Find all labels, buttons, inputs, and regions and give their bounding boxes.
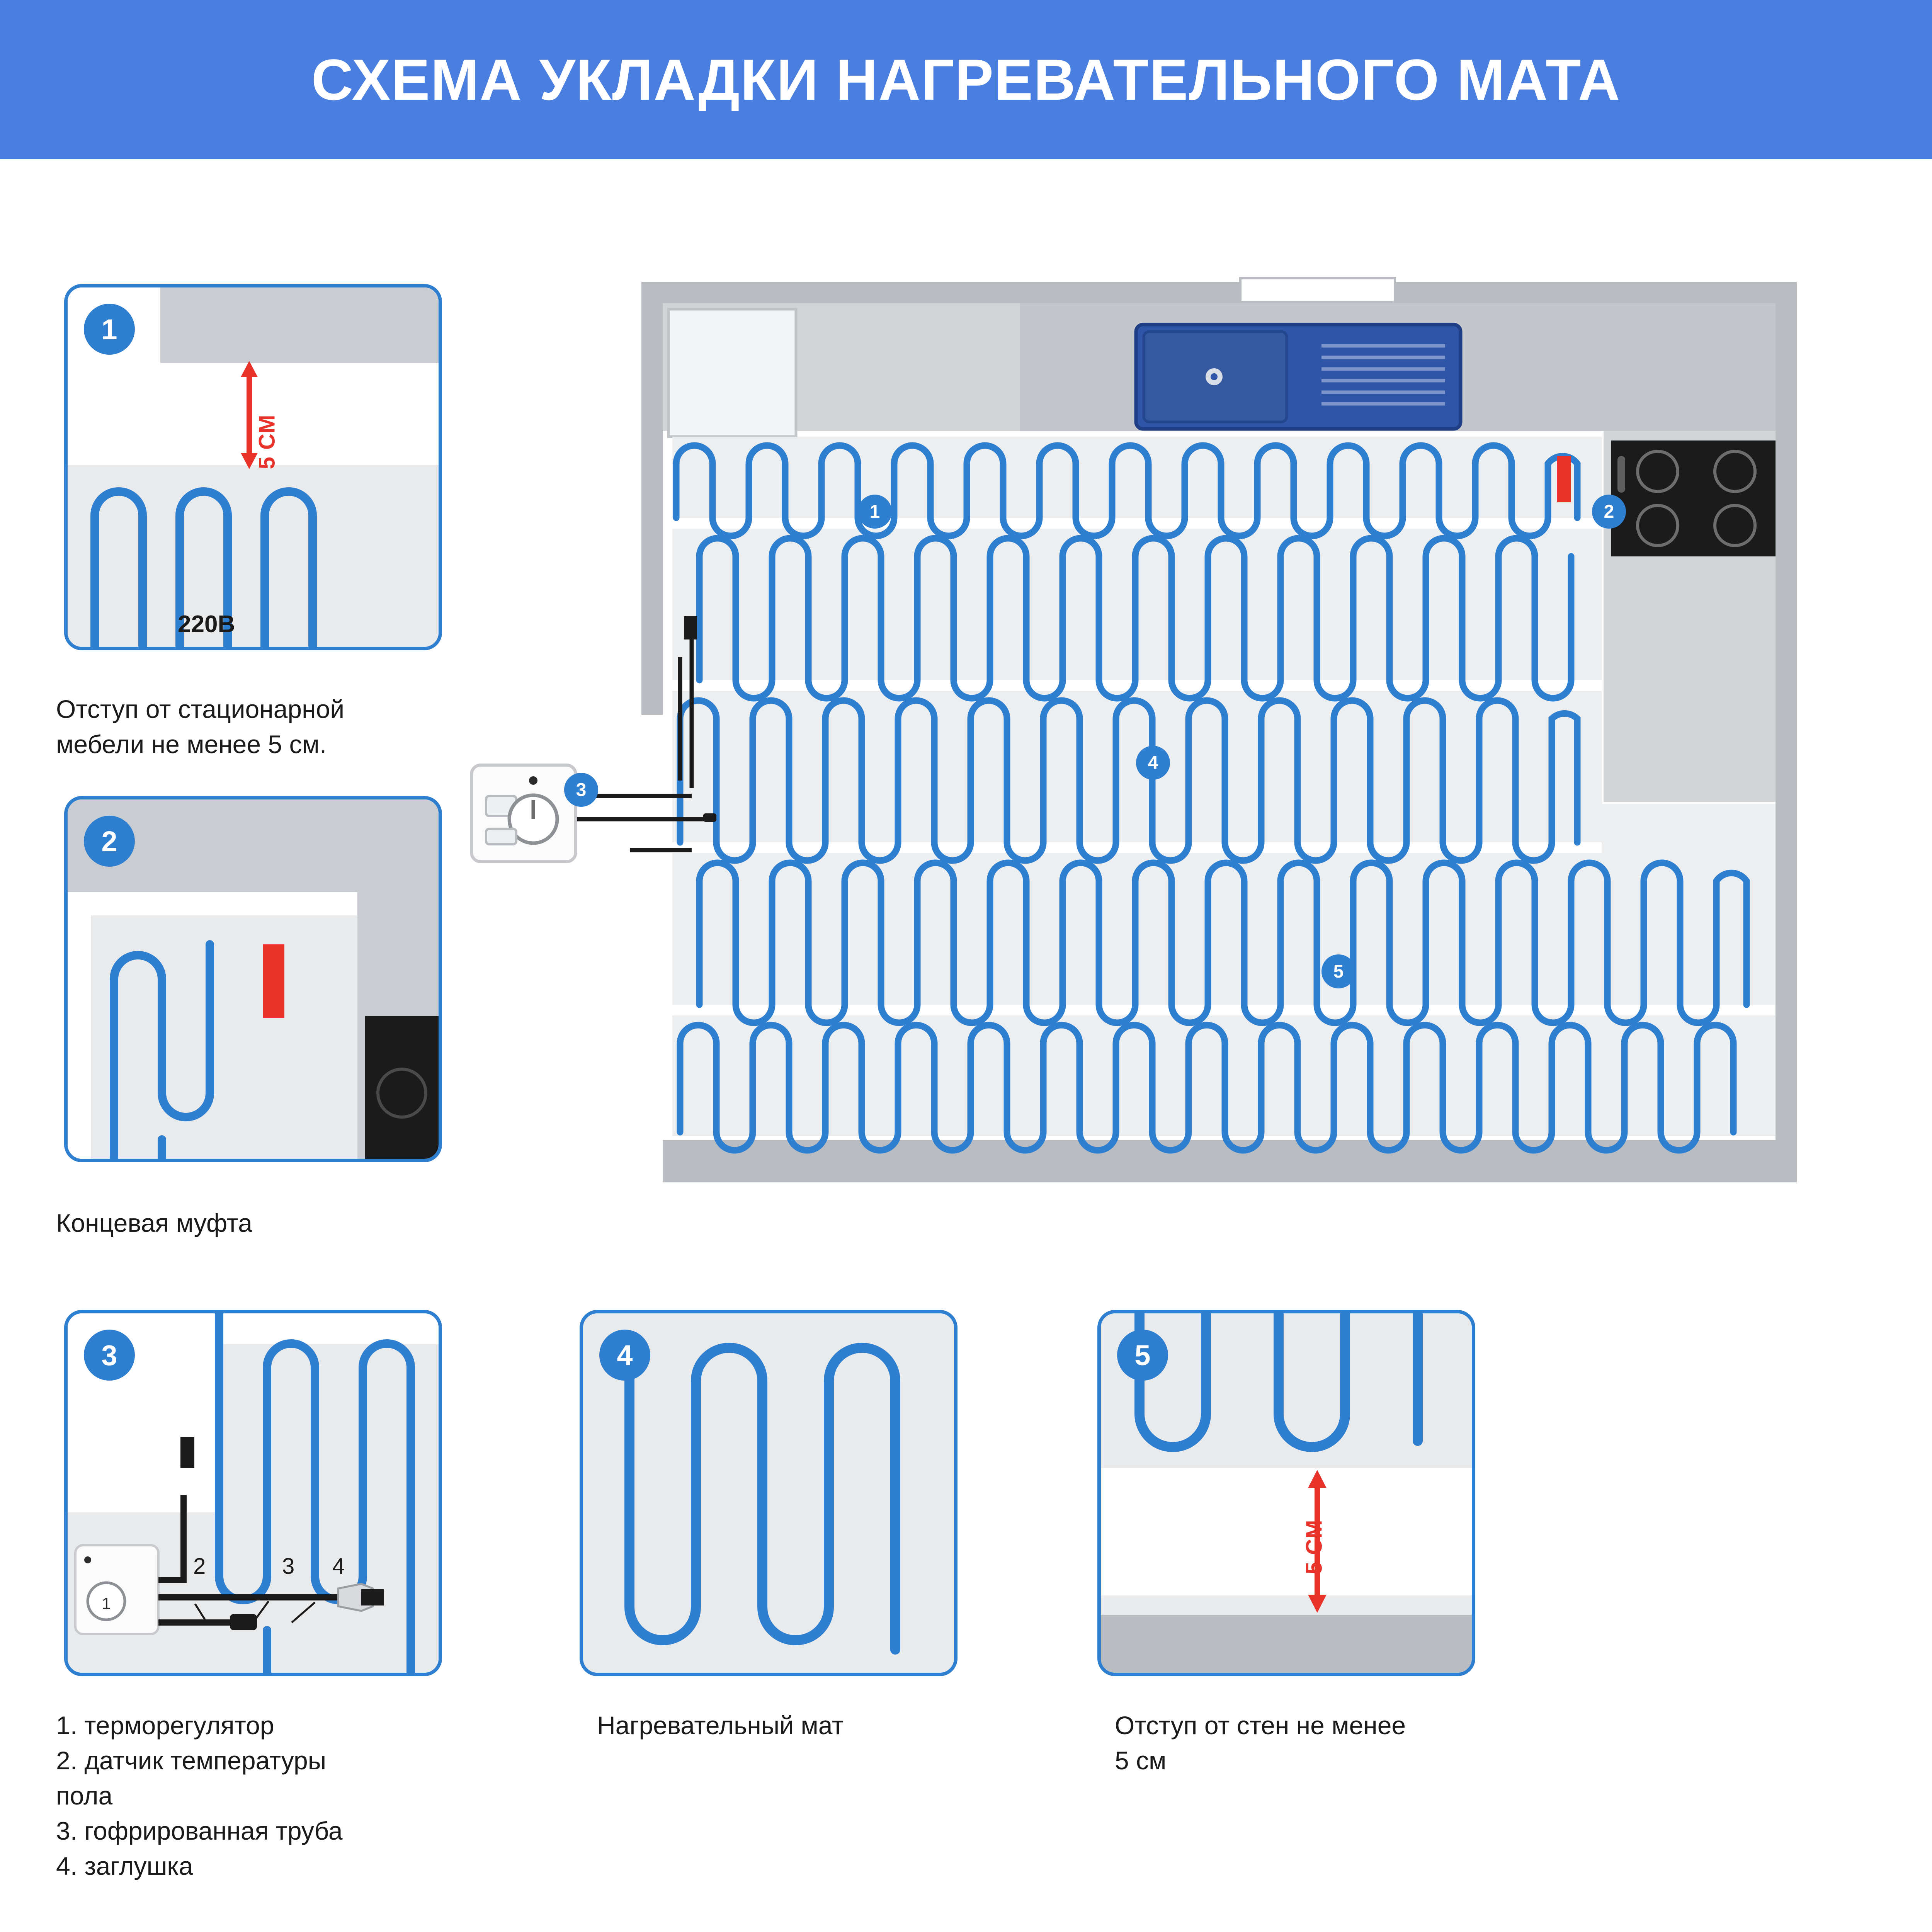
thermostat-icon bbox=[471, 765, 576, 862]
panel-3-caption: 1. терморегулятор 2. датчик температуры пола 3. гофрированная труба 4. заглушка bbox=[56, 1711, 343, 1881]
plan-marker-3: 3 bbox=[564, 773, 598, 807]
thermostat-group bbox=[301, 603, 726, 912]
panel-2-badge: 2 bbox=[84, 816, 135, 867]
panel-1-dimension-text: 5 СМ bbox=[254, 414, 280, 469]
page-header bbox=[0, 0, 1932, 159]
panel-3-callout-4: 4 bbox=[332, 1554, 345, 1579]
panel-5-dimension-label: 5 СМ bbox=[1301, 1519, 1327, 1575]
floor-plan-svg bbox=[630, 270, 1808, 1198]
svg-text:1: 1 bbox=[102, 1594, 111, 1612]
panel-4-caption: Нагревательный мат bbox=[597, 1711, 844, 1740]
panel-4-badge: 4 bbox=[599, 1330, 650, 1381]
panel-5-badge: 5 bbox=[1117, 1330, 1168, 1381]
plan-marker-2: 2 bbox=[1592, 495, 1626, 529]
plan-marker-5: 5 bbox=[1321, 954, 1355, 988]
panel-3-badge: 3 bbox=[84, 1330, 135, 1381]
socket-icon bbox=[684, 616, 697, 639]
panel-3-callout-3: 3 bbox=[282, 1554, 295, 1579]
panel-3-callout-2: 2 bbox=[193, 1554, 206, 1579]
panel-5-caption: Отступ от стен не менее 5 см bbox=[1115, 1711, 1406, 1775]
panel-1-badge: 1 bbox=[84, 304, 135, 355]
panel-card-3 bbox=[64, 1310, 442, 1676]
panel-1-caption: Отступ от стационарной мебели не менее 5 см. bbox=[56, 695, 345, 759]
voltage-label: 220В bbox=[178, 611, 235, 638]
page-title: СХЕМА УКЛАДКИ НАГРЕВАТЕЛЬНОГО МАТА bbox=[311, 47, 1621, 112]
plan-marker-1: 1 bbox=[858, 495, 892, 529]
panel-card-4 bbox=[580, 1310, 957, 1676]
panel-card-5 bbox=[1097, 1310, 1475, 1676]
panel-card-1 bbox=[64, 284, 442, 650]
plan-marker-4: 4 bbox=[1136, 746, 1170, 780]
panel-2-caption: Концевая муфта bbox=[56, 1209, 252, 1237]
